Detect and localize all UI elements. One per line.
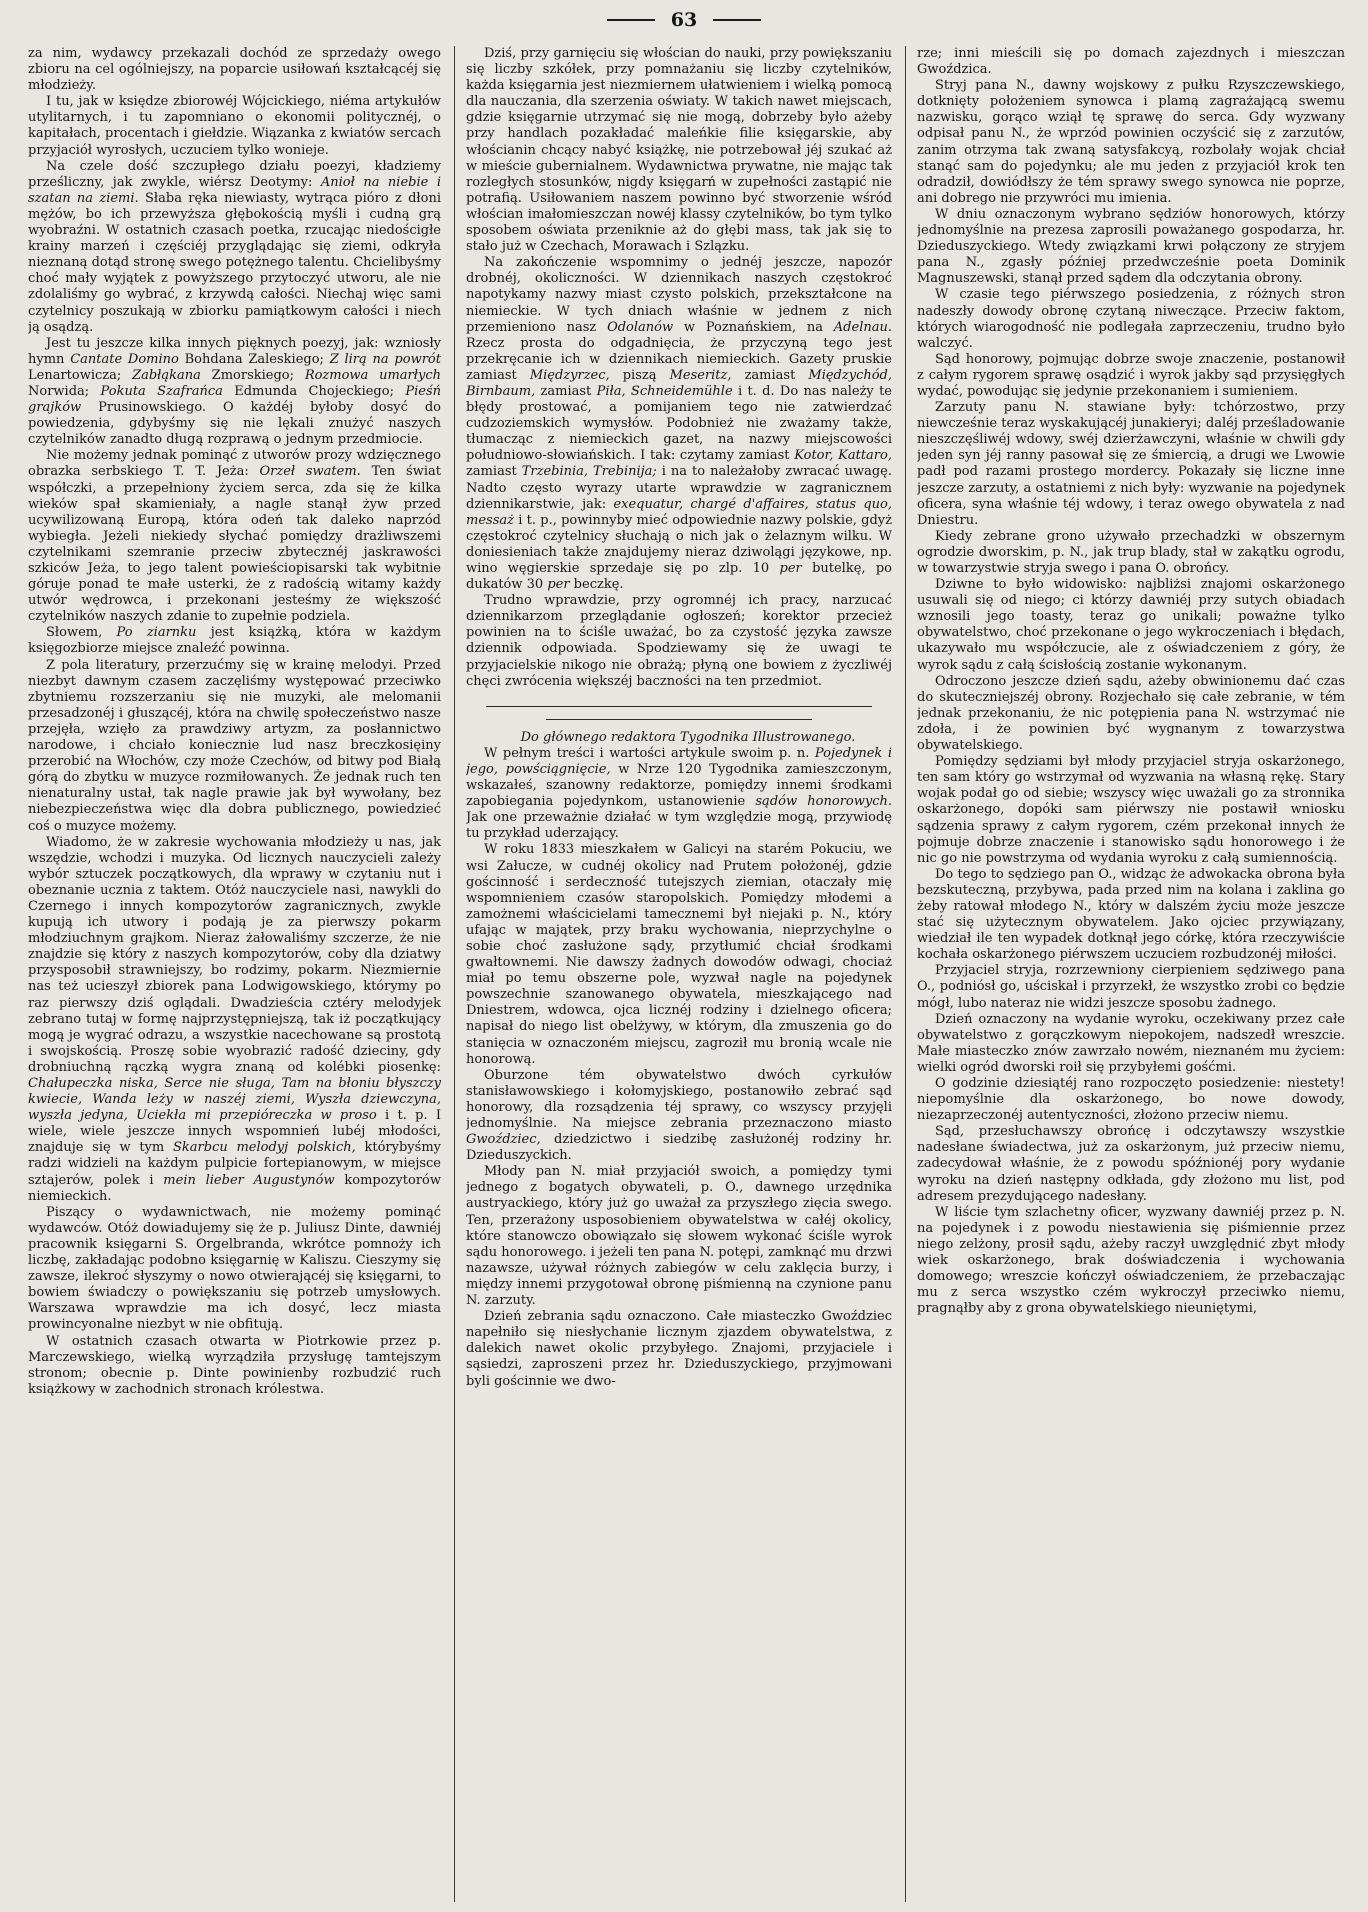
song-titles: Chałupeczka niska, Serce nie sługa, Tam na błoniu błyszczy kwiecie, Wanda leży w naszéj ziemi, Wyszła dziewczyna, wyszła jedyna, Uciekła mi przepióreczka w proso	[28, 1076, 441, 1124]
letter-title: Do głównego redaktora Tygodnika Illustrowanego.	[520, 729, 856, 745]
paragraph: Kiedy zebrane grono używało przechadzki w obszernym ogrodzie dworskim, p. N., jak trup blady, stał w zakątku ogrodu, w towarzystwie stryja swego i pana O. obrońcy.	[917, 528, 1345, 576]
header-rule-right	[713, 19, 761, 21]
text-run: Oburzone tém obywatelstwo dwóch cyrkułów stanisławowskiego i kołomyjskiego, postanowiło zebrać sąd honorowy, dla rozsądzenia téj sprawy, co wszyscy przyjęli jednomyślnie. Na miejsce zebrania przeznaczono miasto	[466, 1067, 892, 1131]
text-run: zamiast	[535, 383, 597, 399]
place-name: Kotor, Kattaro,	[794, 448, 892, 464]
paragraph: Dziwne to było widowisko: najbliżsi znajomi oskarżonego usuwali się od niego; ci którzy dawniéj przy sutych obiadach wznosili jego toasty, teraz go unikali; poważne tylko obywatelstwo, choć przekonane o jego wykroczeniach i błędach, ukazywało mu współczucie, ale z oświadczeniem z góry, że wyrok sądu z całą ścisłością zostanie wykonanym.	[917, 577, 1345, 673]
foreign-terms: exequatur, chargé d'affaires, status quo, messaż	[466, 496, 892, 528]
text-run: butelkę, po dukatów 30	[466, 561, 892, 593]
text-run: jest książką, która w każdym księgozbiorze miejsce znaleźć powinna.	[28, 625, 441, 657]
text-run: rze; inni mieścili się po domach zajezdnych i mieszczan	[917, 46, 1345, 61]
poem-title: Z lirą na powrót	[329, 351, 441, 367]
paragraph: Trudno wprawdzie, przy ogromnéj ich pracy, narzucać dziennikarzom przeglądanie ogłoszeń; korektor przecież powinien na to ściśle uważać, bo za czystość języka zawsze dziennik odpowiada. Spodziewamy się że uwagi te przyjacielskie nikogo nie obrażą; płyną one bowiem z życzliwéj chęci zwrócenia większéj baczności na ten przedmiot.	[466, 593, 892, 689]
text-run: i na to należałoby zwracać uwagę. Nadto często wyrazy utarte wprawdzie w zagranicznem dziennikarstwie, jak:	[466, 464, 892, 512]
paragraph	[28, 625, 441, 657]
paragraph	[28, 336, 441, 449]
text-run: beczkę.	[569, 577, 624, 593]
text-run: którybyśmy radzi widzieli na każdym pulpicie fortepianowym, w miejsce sztajerów, polek i	[28, 1140, 441, 1188]
text-run: Zmorskiego;	[200, 367, 305, 383]
paragraph: Sąd honorowy, pojmując dobrze swoje znaczenie, postanowił z całym rygorem sprawę osądzić i wyrok jakby sąd przysięgłych wydać, powodując się jedynie przekonaniem i sumieniem.	[917, 351, 1345, 399]
text-run: Na zakończenie wspomnimy o jednéj jeszcze, napozór drobnéj, okoliczności. W dziennikach naszych częstokroć napotykamy nazwy miast czysto polskich, przekształcone na niemieckie. W tych dniach właśnie w jednem z nich przemieniono nasz	[466, 255, 892, 335]
text-run: Ten świat współczki, a przepełniony życiem serca, zda się że kilka wieków spał skamieniały, a nagle stanął żyw przed ucywilizowaną Europą, która odeń tak daleko naprzód wybiegła. Jeżeli niekiedy słychać pomiędzy drażliwszemi czytelnikami szemranie przeciw zbytecznéj jaskrawości szkiców Jeża, to jego talent powieściopisarski tak wybitnie góruje ponad te małe usterki, że z radością witamy każdy utwór wędrowca, i przekonani jesteśmy że większość czytelników naszych zdanie to zupełnie podziela.	[28, 464, 441, 625]
place-name: Trzebinia, Trebinija;	[521, 464, 657, 480]
book-title: Po ziarnku	[116, 625, 197, 641]
paragraph	[466, 255, 892, 593]
column-2	[466, 46, 892, 1902]
paragraph: Dzień oznaczony na wydanie wyroku, oczekiwany przez całe obywatelstwo z gorączkowym niepokojem, nadszedł wreszcie. Małe miasteczko znów zawrzało nowém, nieznaném mu życiem: wielki ogród dworski roił się przybyłemi gośćmi.	[917, 1011, 1345, 1075]
poem-title: Zabłąkana	[132, 367, 201, 383]
place-name: Gwoździca.	[917, 62, 992, 78]
text-run: i t. p., powinnyby mieć odpowiednie nazwy polskie, gdyż częstokroć czytelnicy słuchają o nich jak o żelaznym wilku. W doniesieniach także znajdujemy nieraz dziwolągi językowe, np. wino węgierskie sprzedaje się po zlp. 10	[466, 512, 892, 576]
paragraph: Z pola literatury, przerzućmy się w krainę melodyi. Przed niezbyt dawnym czasem zaczęliśmy występować przeciwko zbytniemu rozszerzaniu się nie muzyki, ale melomanii przesadzonéj i głuszącéj, która na chwilę społeczeństwo nasze przejęła, wzięło za prawdziwy artyzm, za posłannictwo narodowe, i chciało koniecznie lud nasz breczkosięiny przerobić na Włochów, czy może Czechów, od bitwy pod Białą górą do zbytku w muzyce rozmiłowanych. Że jednak ruch ten nienaturalny ustał, tak nagle prawie jak był wywołany, bez niebezpieczeństwa więc dla dobra publicznego, powiedzieć coś o muzyce możemy.	[28, 657, 441, 834]
text-run: Jak one przeważnie działać w tym względzie mogą, przywiodę tu przykład uderzający.	[466, 810, 892, 842]
text-run: i t. p. I wiele, wiele jeszcze innych wspomnień lubéj młodości, znajduje się w tym	[28, 1108, 441, 1156]
text-run: Słowem,	[46, 625, 117, 641]
text-run: i t. d. Do nas należy te błędy prostować, a pomijaniem tego nie zatwierdzać cudzoziemskich wymysłów. Podobnież nie zważamy także, tłumacząc z niemieckich gazet, na nazwy miejscowości południowo-słowiańskich. I tak: czytamy zamiast	[466, 383, 892, 464]
paragraph	[917, 46, 1345, 78]
column-divider	[905, 46, 906, 1902]
paragraph: Piszący o wydawnictwach, nie możemy pominąć wydawców. Otóż dowiadujemy się że p. Juliusz Dinte, dawniéj pracownik księgarni S. Orgelbranda, wkrótce pomnoży ich liczbę, zakładając podobno księgarnię w Kaliszu. Cieszymy się zawsze, ilekroć słyszymy o nowo otwierającéj się księgarni, to bowiem świadczy o powiększaniu się potrzeb umysłowych. Warszawa wprawdzie ma ich dosyć, lecz miasta prowincyonalne niezbyt w nie obfitują.	[28, 1204, 441, 1333]
paragraph: Stryj pana N., dawny wojskowy z pułku Rzyszczewskiego, dotknięty położeniem synowca i plamą zagrażającą swemu nazwisku, gorąco wziął tę sprawę do serca. Gdy wyzwany odpisał panu N., że wprzód powinien oczyścić się z zarzutów, zanim otrzyma tak zwaną satysfakcyą, rozbolały wojak chciał stanąć sam do pojedynku; ale mu jeden z przyjaciół krok ten odradził, dowiódłszy że tém sprawy swego synowca nie poprze, ani dobrego nie przywróci mu imienia.	[917, 78, 1345, 206]
text-run: dziedzictwo i siedzibę zasłużonéj rodziny hr. Dzieduszyckich.	[466, 1132, 892, 1164]
poem-title: Rozmowa umarłych	[304, 367, 441, 383]
text-run: Wiadomo, że w zakresie wychowania młodzieży u nas, jak wszędzie, wchodzi i muzyka. Od licznych nauczycieli zależy wybór sztuczek początkowych, dla wprawy w czytaniu nut i obeznanie ucznia z taktem. Otóż nauczyciele nasi, nawykli do Czernego i innych kompozytorów zagranicznych, zwykle kupują ich utwory i podają je za pierwszy pokarm młodziuchnym grajkom. Nieraz żałowaliśmy szczerze, że nie znajdzie się który z naszych kompozytorów, coby dla dziatwy przysposobił strawniejszy, bo rodzimy, pokarm. Niezmiernie nas też ucieszył zbiorek pana Lodwigowskiego, którymy po raz pierwszy dziś oglądali. Dwadzieścia cztéry melodyjek zebrano tutaj w formę najprzystępniejszą, tak iż początkujący mogą je wygrać odrazu, a wszystkie nacechowane są prostotą i swojskością. Proszę sobie wyobrazić radość dzieciny, gdy drobniuchną rączką wygra znaną od kolébki piosenkę:	[28, 834, 441, 1075]
section-divider	[546, 719, 812, 720]
text-run: kompozytorów niemieckich.	[28, 1172, 441, 1204]
paragraph	[28, 835, 441, 1205]
paragraph: za nim, wydawcy przekazali dochód ze sprzedaży owego zbioru na cel ogólniejszy, na poparcie usiłowań kształcącéj się młodzieży.	[28, 46, 441, 94]
text-run: W pełnym treści i wartości artykule swoim p. n.	[484, 745, 815, 761]
place-name: Adelnau.	[833, 319, 892, 335]
text-run: Lenartowicza;	[28, 367, 133, 383]
paragraph: Pomiędzy sędziami był młody przyjaciel stryja oskarżonego, ten sam który go wstrzymał od wyzwania na własną rękę. Stary wojak podał go od siebie; wszyscy więc uważali go za stronnika oskarżonego, dopóki sam piérwszy nie postawił wniosku sądzenia sprawy z całym rygorem, czém przekonał innych że pojmuje dobrze znaczenie i stanowisko sądu honorowego i że nic go nie powstrzyma od wydania wyroku z całą sumiennością.	[917, 754, 1345, 866]
header-rule-left	[607, 19, 655, 21]
place-name: Meseritz,	[669, 367, 732, 383]
foreign-word: per	[547, 577, 570, 593]
paragraph: Sąd, przesłuchawszy obrońcę i odczytawszy wszystkie nadesłane świadectwa, już za oskarżonym, już przeciw niemu, zadecydował właśnie, że z powodu spóźnionéj pory wydanie wyroku na dzień następny odkłada, gdy złożono mu list, pod adresem prezydującego nadesłany.	[917, 1124, 1345, 1204]
paragraph: W liście tym szlachetny oficer, wyzwany dawniéj przez p. N. na pojedynek i z powodu niestawienia się piśmiennie przez niego zelżony, prosił sądu, ażeby raczył uwzględnić zbyt młody wiek oskarżonego, brak doświadczenia i wychowania domowego; wreszcie kończył oświadczeniem, że przebaczając mu z serca wszystko czém wykroczył przeciwko niemu, pragnąłby aby z grona obywatelskiego nieuniętymi,	[917, 1204, 1345, 1317]
paragraph: Do tego to sędziego pan O., widząc że adwokacka obrona była bezskuteczną, przybywa, pada przed nim na kolana i zaklina go żeby ratował młodego N., który w dalszém życiu może jeszcze stać się użytecznym obywatelem. Jako ojciec przywiązany, wiedział ile ten wypadek dotknął jego córkę, która rzeczywiście kochała oskarżonego piérwszem uczuciem rozbudzonéj miłości.	[917, 866, 1345, 963]
text-run: Edmunda Chojeckiego;	[222, 383, 406, 399]
article-title: Pojedynek i jego, powściągnięcie,	[466, 745, 892, 777]
foreign-word: per	[779, 561, 802, 576]
text-run: Jest tu jeszcze kilka innych pięknych poezyj, jak: wzniosły hymn	[28, 335, 441, 367]
paragraph: Młody pan N. miał przyjaciół swoich, a pomiędzy tymi jednego z bogatych obywateli, p. O., dawnego urzędnika austryackiego, który już go uważał za przyszłego zięcia swego. Ten, przerażony usposobieniem obywatelstwa w całéj okolicy, które stanowczo obowiązało się słowem wykonać ściśle wyrok sądu honorowego. i jeżeli ten pana N. potępi, zamknąć mu drzwi nazawsze, używał różnych zabiegów w celu zaklęcia burzy, i między innemi przygotował obronę piśmienną na czynione panu N. zarzuty.	[466, 1164, 892, 1309]
text-run: Bohdana Zaleskiego;	[178, 351, 330, 367]
emphasis: sądów honorowych.	[755, 794, 892, 810]
collection-title: Skarbcu melodyj polskich,	[173, 1140, 356, 1156]
paragraph: Dziś, przy garnięciu się włościan do nauki, przy powiększaniu się liczby szkółek, przy pomnażaniu się liczby czytelników, każda księgarnia jest niezmiernem ułatwieniem i wielką pomocą dla nauczania, dla szerzenia oświaty. W takich nawet miejscach, gdzie księgarnie utrzymać się nie mogą, dobrzeby było ażeby przy handlach pozakładać maleńkie filie księgarskie, aby włościanin chcący nabyć książkę, nie potrzebował jéj szukać aż w mieście gubernialnem. Wydawnictwa prywatne, nie mając tak rozległych stosunków, nigdy księgarń w zupełności zastąpić nie potrafią. Usiłowaniem naszem powinno być stworzenie wśród włościan imałomieszczan nowéj klassy czytelników, bo tym tylko sposobem oświata przeniknie aż do głębi mass, tak jak się to stało już w Czechach, Morawach i Szlązku.	[466, 46, 892, 255]
page-header	[0, 6, 1368, 34]
column-3	[917, 46, 1345, 1902]
section-divider	[486, 706, 872, 707]
page-number: 63	[670, 9, 698, 31]
place-name: Międzychód, Birnbaum,	[466, 367, 892, 399]
column-1	[28, 46, 441, 1902]
text-run: piszą	[609, 367, 670, 383]
poem-title: Pieśń grajków	[28, 383, 441, 416]
paragraph	[466, 746, 892, 843]
paragraph: Przyjaciel stryja, rozrzewniony cierpieniem sędziwego pana O., podniósł go, uściskał i przyrzekł, że wszystko zrobi co będzie mógł, lubo nateraz nie widzi jeszcze sposobu żadnego.	[917, 963, 1345, 1011]
paragraph: W ostatnich czasach otwarta w Piotrkowie przez p. Marczewskiego, wielką wyrządziła przysługę tamtejszym stronom; obecnie p. Dinte powinienby rozbudzić ruch książkowy w zachodnich stronach królestwa.	[28, 1333, 441, 1397]
place-name: Międzyrzec,	[529, 367, 610, 383]
text-run: Na czele dość szczupłego działu poezyi, kładziemy prześliczny, jak zwykle, wiérsz Deotymy:	[28, 158, 441, 190]
paragraph: W dniu oznaczonym wybrano sędziów honorowych, którzy jednomyślnie na prezesa zaprosili poważanego gospodarza, hr. Dzieduszyckiego. Wtedy związkami krwi połączony ze stryjem pana N., zgasły później przedwcześnie poeta Dominik Magnuszewski, stanął przed sądem dla odczytania obrony.	[917, 206, 1345, 287]
paragraph	[466, 1068, 892, 1165]
text-run: w Nrze 120 Tygodnika zamieszczonym, wskazałeś, szanowny redaktorze, pomiędzy innemi środkami zapobiegania pojedynkom, ustanowienie	[466, 761, 892, 810]
paragraph: W czasie tego piérwszego posiedzenia, z różnych stron nadeszły dowody obronę czytaną niweczące. Przeciw faktom, których wiarogodność nie podlegała zaprzeczeniu, trudno było walczyć.	[917, 287, 1345, 351]
paragraph: Odroczono jeszcze dzień sądu, ażeby obwinionemu dać czas do skuteczniejszéj obrony. Rozjechało się całe zebranie, w tém jednak przekonaniu, że nic potępienia pana N. wstrzymać nie zdoła, i że powinien być wygnanym z towarzystwa obywatelskiego.	[917, 673, 1345, 754]
paragraph	[28, 448, 441, 625]
work-title: Orzeł swatem.	[259, 464, 361, 480]
text-run: Prusinowskiego. O każdéj byłoby dosyć do powiedzenia, gdybyśmy się nie lękali znużyć naszych czytelników zanadto długą rozprawą o jednym przedmiocie.	[28, 400, 441, 448]
text-run: Nie możemy jednak pominąć z utworów prozy wdzięcznego obrazka serbskiego T. T. Jeża:	[28, 448, 441, 480]
text-run: w Poznańskiem, na	[673, 319, 834, 335]
text-run: zamiast	[466, 464, 522, 480]
place-name: Piła, Schneidemühle	[596, 383, 733, 399]
poem-title: Anioł na niebie i szatan na ziemi.	[28, 174, 441, 206]
poem-title: Cantate Domino	[70, 351, 179, 367]
text-run: zamiast	[731, 367, 809, 383]
text-run: Rzecz prosta do odgadnięcia, że przyczyną tego jest przekręcanie ich w dziennikach niemieckich. Gazety pruskie zamiast	[466, 335, 892, 383]
column-divider	[454, 46, 455, 1902]
place-name: Gwoździec,	[466, 1132, 541, 1148]
text-run: Norwida;	[28, 383, 101, 399]
text-run: Słaba ręka niewiasty, wytrąca pióro z dłoni mężów, bo ich przewyższa głębokością myśli i cudną grą wyobraźni. W ostatnich czasach poetka, rzucając niedościgłe krainy marzeń i częściéj przyglądając się ziemi, odkryła nieznaną dotąd stronę swego potężnego talentu. Chcielibyśmy choć mały wyjątek z powyższego przytoczyć utworu, ale nie zdolaliśmy go wybrać, z krzywdą całości. Niechaj więc sami czytelnicy poszukają w zbiorku pamiątkowym całości i niech ją osądzą.	[28, 190, 441, 335]
paragraph: W roku 1833 mieszkałem w Galicyi na starém Pokuciu, we wsi Załucze, w cudnéj okolicy nad Prutem położonéj, gdzie gościnność i serdeczność tutejszych ziemian, otaczały mię wspomnieniem czasów staropolskich. Pomiędzy młodemi a zamożnemi właścicielami tamecznemi był niejaki p. N., który ufając w majątek, przy braku wychowania, nieprzychylne o sobie choć zasłużone sądy, przytłumić chciał środkami gwałtownemi. Nie dawszy żadnych dowodów odwagi, chociaż miał po temu obszerne pole, wyzwał nagle na pojedynek powszechnie szanowanego obywatela, mieszkającego nad Dniestrem, wdowca, ojca licznéj rodziny i dzielnego oficera; napisał do niego list obelżywy, w którym, dla zmuszenia go do stanięcia w oznaczoném miejscu, zagroził mu bronią wcale nie honorową.	[466, 842, 892, 1067]
paragraph: O godzinie dziesiątéj rano rozpoczęto posiedzenie: niestety! niepomyślnie dla oskarżonego, bo nowe dowody, niezaprzeczonéj autentyczności, złożono przeciw niemu.	[917, 1076, 1345, 1124]
paragraph	[28, 159, 441, 336]
paragraph: Zarzuty panu N. stawiane były: tchórzostwo, przy niewcześnie teraz wyskakującéj junakieryi; daléj prześladowanie nieszczęśliwéj wdowy, swéj dzierżawczyni, właśnie w chwili gdy jeden syn jéj ranny pasował się ze śmiercią, a drugi we Lwowie padł pod razami prostego mordercy. Pokazały się liczne inne jeszcze zarzuty, a ostatniemi z nich były: wyzwanie na pojedynek oficera, syna właśnie téj wdowy, i teraz owego obywatela z nad Dniestru.	[917, 400, 1345, 528]
poem-title: Pokuta Szafrańca	[100, 383, 223, 399]
paragraph: I tu, jak w księdze zbiorowéj Wójcickiego, niéma artykułów utylitarnych, i tu zapomniano o ekonomii politycznéj, o kapitałach, procentach i giełdzie. Wiązanka z kwiatów sercach przyjaciół wyrosłych, uczuciem tylko wonieje.	[28, 94, 441, 158]
foreign-phrase: mein lieber Augustynów	[163, 1172, 335, 1188]
place-name: Odolanów	[607, 319, 674, 335]
paragraph: Dzień zebrania sądu oznaczono. Całe miasteczko Gwoździec napełniło się niesłychanie licznym zjazdem obywatelstwa, z dalekich nawet okolic przybyłego. Znajomi, przyjaciele i sąsiedzi, zaproszeni przez hr. Dzieduszyckiego, przyjmowani byli gościnnie we dwo-	[466, 1309, 892, 1389]
